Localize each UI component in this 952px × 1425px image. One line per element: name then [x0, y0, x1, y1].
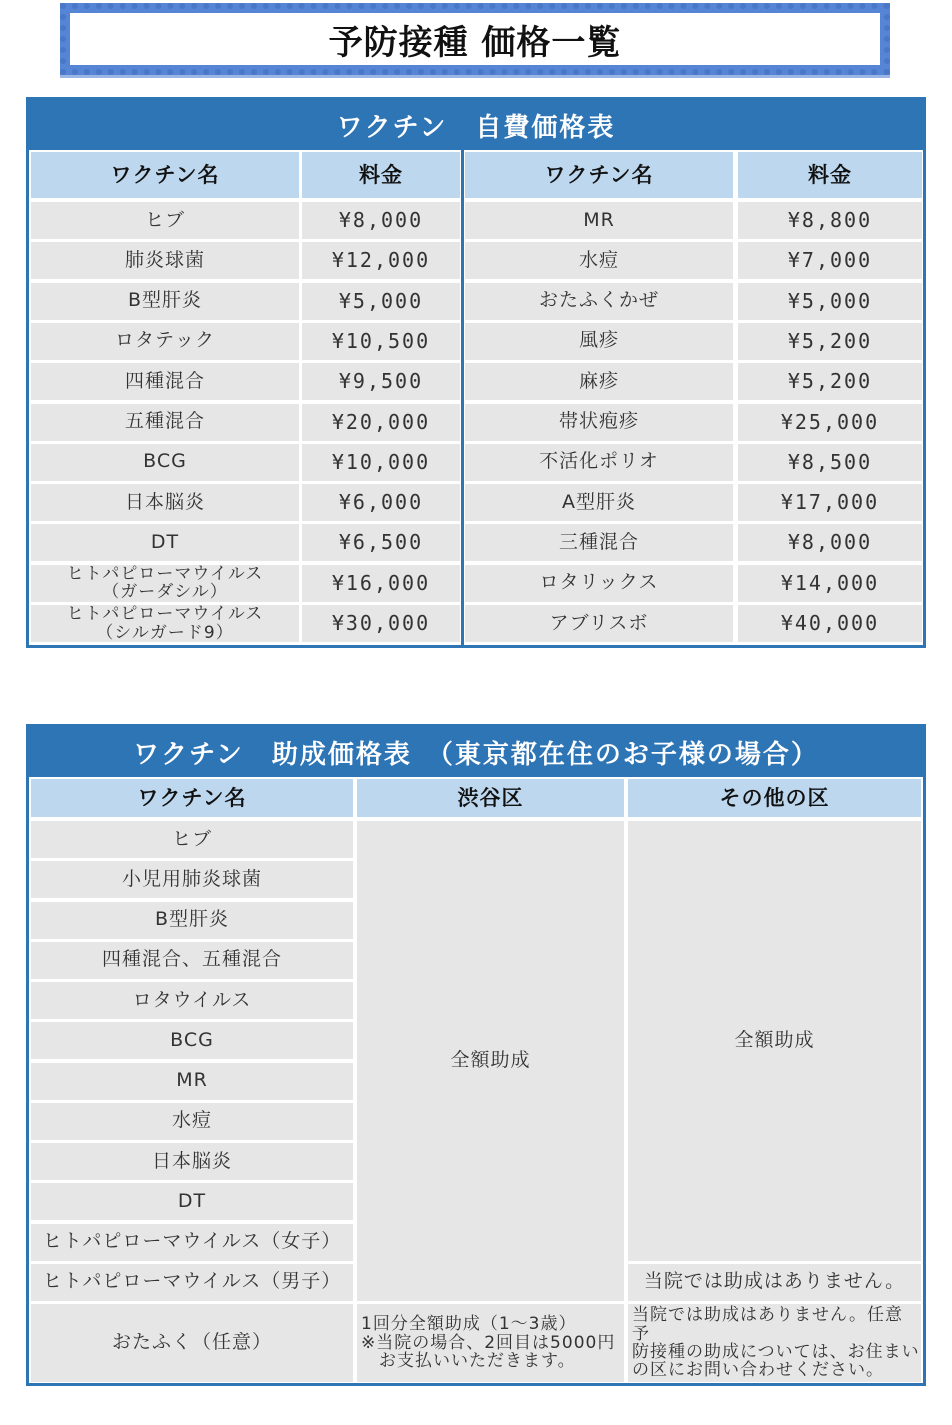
price-cell: ¥10,500: [302, 323, 460, 360]
vaccine-name-cell-line: 五種混合: [124, 410, 205, 433]
vaccine-name-cell: [31, 323, 299, 360]
price-cell: ¥14,000: [738, 565, 922, 602]
vaccine-name-cell: [31, 444, 299, 481]
vaccine-name-cell: [31, 202, 299, 239]
subsidy-price-table: [26, 724, 926, 1386]
other-wards-hpv-male-cell: 当院では助成はありません。: [628, 1264, 921, 1301]
vaccine-name-cell: 帯状疱疹: [465, 404, 733, 441]
vaccine-name-cell: ヒトパピローマウイルス（女子）: [31, 1224, 353, 1261]
vaccine-name-cell: 三種混合: [465, 524, 733, 561]
vaccine-name-cell: BCG: [31, 1022, 353, 1059]
price-cell: ¥5,200: [738, 363, 922, 400]
price-cell: ¥8,000: [738, 524, 922, 561]
price-cell: ¥30,000: [302, 605, 460, 642]
price-cell: ¥25,000: [738, 404, 922, 441]
subsidy-table-title: ワクチン 助成価格表 （東京都在住のお子様の場合）: [29, 727, 923, 777]
header-shibuya: 渋谷区: [357, 779, 624, 817]
shibuya-mumps-note-line: 1回分全額助成（1～3歳）: [361, 1314, 577, 1335]
header-other-wards: その他の区: [628, 779, 921, 817]
vaccine-name-cell-line: ヒトパピローマウイルス: [66, 603, 264, 624]
vaccine-name-cell: ロタウイルス: [31, 982, 353, 1019]
vaccine-name-cell-line: （シルガード9）: [96, 622, 234, 643]
header-vaccine-name: ワクチン名: [465, 152, 733, 198]
vaccine-name-cell: 水痘: [31, 1103, 353, 1140]
vaccine-name-cell-line: 日本脳炎: [124, 490, 205, 513]
vaccine-name-cell: 小児用肺炎球菌: [31, 861, 353, 898]
vaccine-name-cell-line: ヒトパピローマウイルス: [66, 563, 264, 584]
vaccine-name-cell-line: ロタテック: [114, 329, 215, 352]
vaccine-name-cell: [31, 524, 299, 561]
price-cell: ¥9,500: [302, 363, 460, 400]
vaccine-name-cell: 不活化ポリオ: [465, 444, 733, 481]
price-cell: ¥7,000: [738, 242, 922, 279]
self-pay-table-title: ワクチン 自費価格表: [29, 100, 923, 150]
vaccine-name-cell: [31, 404, 299, 441]
price-cell: ¥6,000: [302, 484, 460, 521]
vaccine-name-cell: おたふく（任意）: [31, 1304, 353, 1382]
price-cell: ¥17,000: [738, 484, 922, 521]
price-cell: ¥6,500: [302, 524, 460, 561]
vaccine-name-cell: MR: [31, 1063, 353, 1100]
price-cell: ¥8,000: [302, 202, 460, 239]
vaccine-name-cell: おたふくかぜ: [465, 283, 733, 320]
price-cell: ¥10,000: [302, 444, 460, 481]
vaccine-name-cell: 麻疹: [465, 363, 733, 400]
price-cell: ¥8,500: [738, 444, 922, 481]
other-wards-mumps-note-line: の区にお問い合わせください。: [632, 1360, 884, 1381]
shibuya-mumps-note-line: お支払いいただきます。: [361, 1351, 576, 1372]
vaccine-name-cell: [31, 283, 299, 320]
price-cell: ¥5,000: [302, 283, 460, 320]
vaccine-name-cell-line: BCG: [143, 450, 187, 473]
vaccine-name-cell-line: （ガーダシル）: [102, 582, 228, 603]
title-banner: [60, 3, 890, 75]
vaccine-name-cell: ロタリックス: [465, 565, 733, 602]
vaccine-name-cell: 風疹: [465, 323, 733, 360]
vaccine-name-cell: 四種混合、五種混合: [31, 942, 353, 979]
shibuya-mumps-note-line: ※当院の場合、2回目は5000円: [361, 1332, 616, 1353]
vaccine-name-cell: [31, 605, 299, 642]
page-title: 予防接種 価格一覧: [328, 22, 622, 63]
self-pay-price-table: [26, 97, 926, 648]
vaccine-name-cell: ヒブ: [31, 821, 353, 858]
vaccine-name-cell-line: ヒブ: [144, 208, 185, 231]
header-price: 料金: [738, 152, 922, 198]
price-cell: ¥8,800: [738, 202, 922, 239]
shibuya-subsidy-cell: 全額助成: [357, 821, 624, 1301]
vaccine-name-cell: MR: [465, 202, 733, 239]
price-cell: ¥40,000: [738, 605, 922, 642]
vaccine-name-cell: 水痘: [465, 242, 733, 279]
vaccine-name-cell: DT: [31, 1183, 353, 1220]
price-cell: ¥16,000: [302, 565, 460, 602]
vaccine-name-cell-line: DT: [150, 530, 180, 553]
price-cell: ¥20,000: [302, 404, 460, 441]
price-cell: ¥12,000: [302, 242, 460, 279]
vaccine-name-cell: B型肝炎: [31, 902, 353, 939]
vaccine-name-cell: アブリスボ: [465, 605, 733, 642]
price-cell: ¥5,200: [738, 323, 922, 360]
vaccine-name-cell: ヒトパピローマウイルス（男子）: [31, 1264, 353, 1301]
vaccine-name-cell: [31, 565, 299, 602]
vaccine-name-cell-line: 四種混合: [124, 369, 205, 392]
other-wards-subsidy-cell: 全額助成: [628, 821, 921, 1261]
price-cell: ¥5,000: [738, 283, 922, 320]
header-price: 料金: [302, 152, 460, 198]
vaccine-name-cell: [31, 363, 299, 400]
other-wards-mumps-note-line: 防接種の助成については、お住まい: [632, 1342, 920, 1362]
vaccine-name-cell: A型肝炎: [465, 484, 733, 521]
vaccine-name-cell-line: B型肝炎: [127, 289, 203, 312]
vaccine-name-cell-line: 肺炎球菌: [124, 248, 205, 271]
column-divider: [461, 150, 464, 646]
vaccine-name-cell: [31, 484, 299, 521]
vaccine-name-cell: 日本脳炎: [31, 1143, 353, 1180]
shibuya-mumps-note: [357, 1304, 624, 1382]
header-vaccine-name: ワクチン名: [31, 779, 353, 817]
other-wards-mumps-note: [628, 1304, 921, 1382]
vaccine-name-cell: [31, 242, 299, 279]
other-wards-mumps-note-line: 当院では助成はありません。任意予: [632, 1305, 904, 1344]
header-vaccine-name: ワクチン名: [31, 152, 299, 198]
title-banner-inner: [70, 13, 880, 65]
